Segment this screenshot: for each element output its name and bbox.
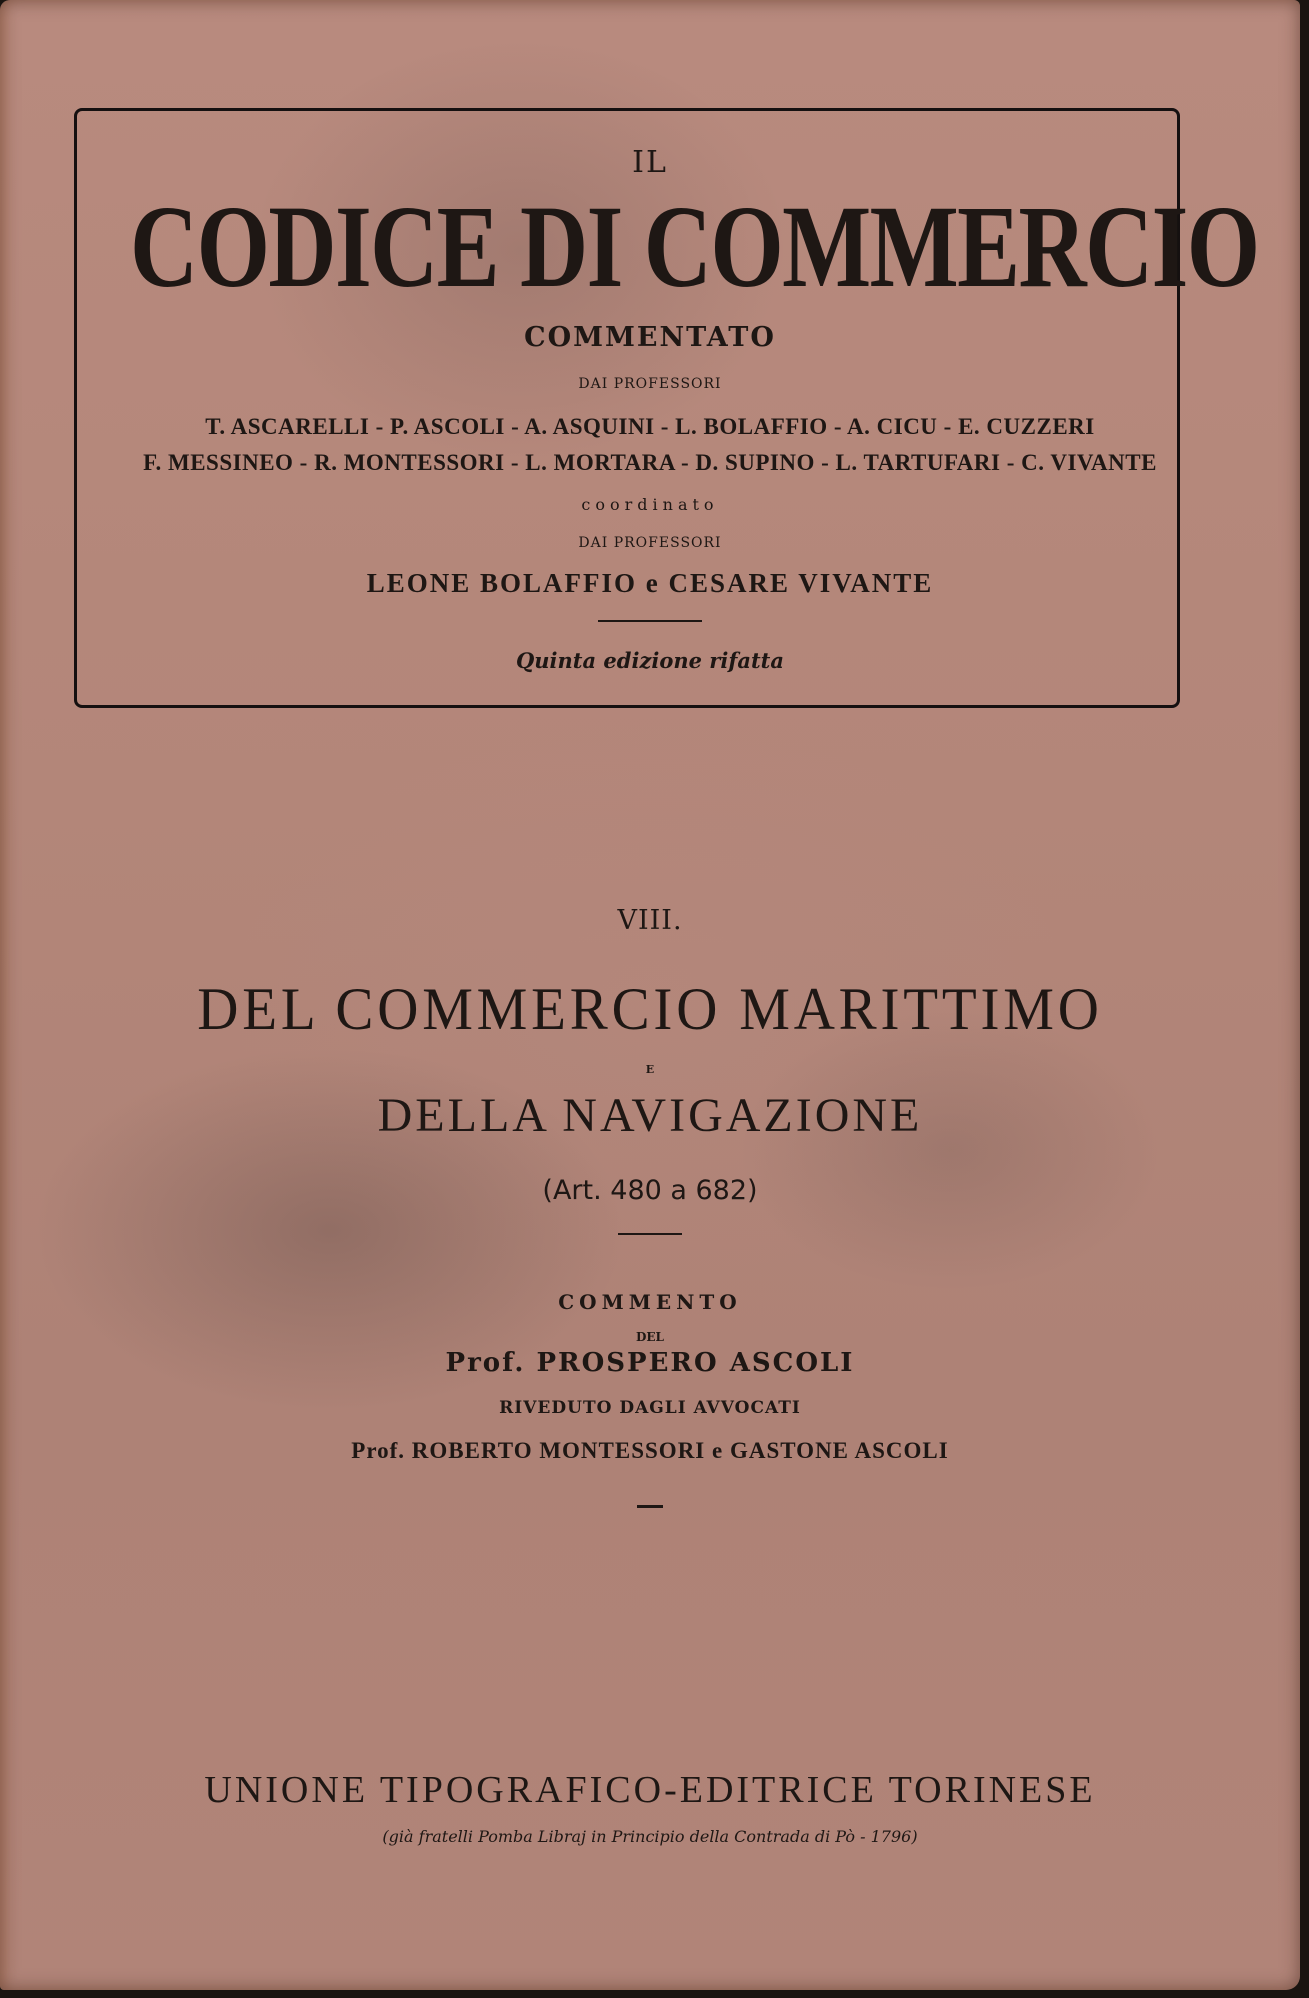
commentary-label: COMMENTO [558,1290,742,1314]
authors-line-1: T. ASCARELLI - P. ASCOLI - A. ASQUINI - L. BOLAFFIO - A. CICU - E. CUZZERI [205,414,1095,439]
reviewed-label: RIVEDUTO DAGLI AVVOCATI [499,1398,801,1418]
publisher-imprint: (già fratelli Pomba Libraj in Principio della Contrada di Pò - 1796) [382,1827,918,1846]
volume-title-line-2: DELLA NAVIGAZIONE [377,1089,923,1142]
divider [637,1505,663,1508]
commentary-author: Prof. PROSPERO ASCOLI [445,1348,855,1378]
coordinated-by-label: DAI PROFESSORI [578,535,722,551]
divider [618,1233,682,1235]
edition: Quinta edizione rifatta [516,648,784,673]
reviewers: Prof. ROBERTO MONTESSORI e GASTONE ASCOLI [351,1438,949,1463]
coordinated-label: coordinato [581,495,719,514]
subtitle: COMMENTATO [524,322,776,353]
articles-range: (Art. 480 a 682) [542,1175,758,1206]
divider [598,620,702,622]
volume-title-conjunction: E [645,1063,655,1076]
volume-number: VIII. [617,905,683,936]
by-label: DAI PROFESSORI [578,376,722,392]
commentary-of-label: DEL [636,1330,664,1344]
editors: LEONE BOLAFFIO e CESARE VIVANTE [366,568,934,598]
authors-line-2: F. MESSINEO - R. MONTESSORI - L. MORTARA - D. SUPINO - L. TARTUFARI - C. VIVANTE [143,450,1157,475]
volume-title-line-1: DEL COMMERCIO MARITTIMO [197,976,1103,1042]
title-article: IL [632,145,668,180]
publisher-name: UNIONE TIPOGRAFICO-EDITRICE TORINESE [204,1769,1096,1811]
main-title: CODICE DI COMMERCIO [130,181,1259,312]
